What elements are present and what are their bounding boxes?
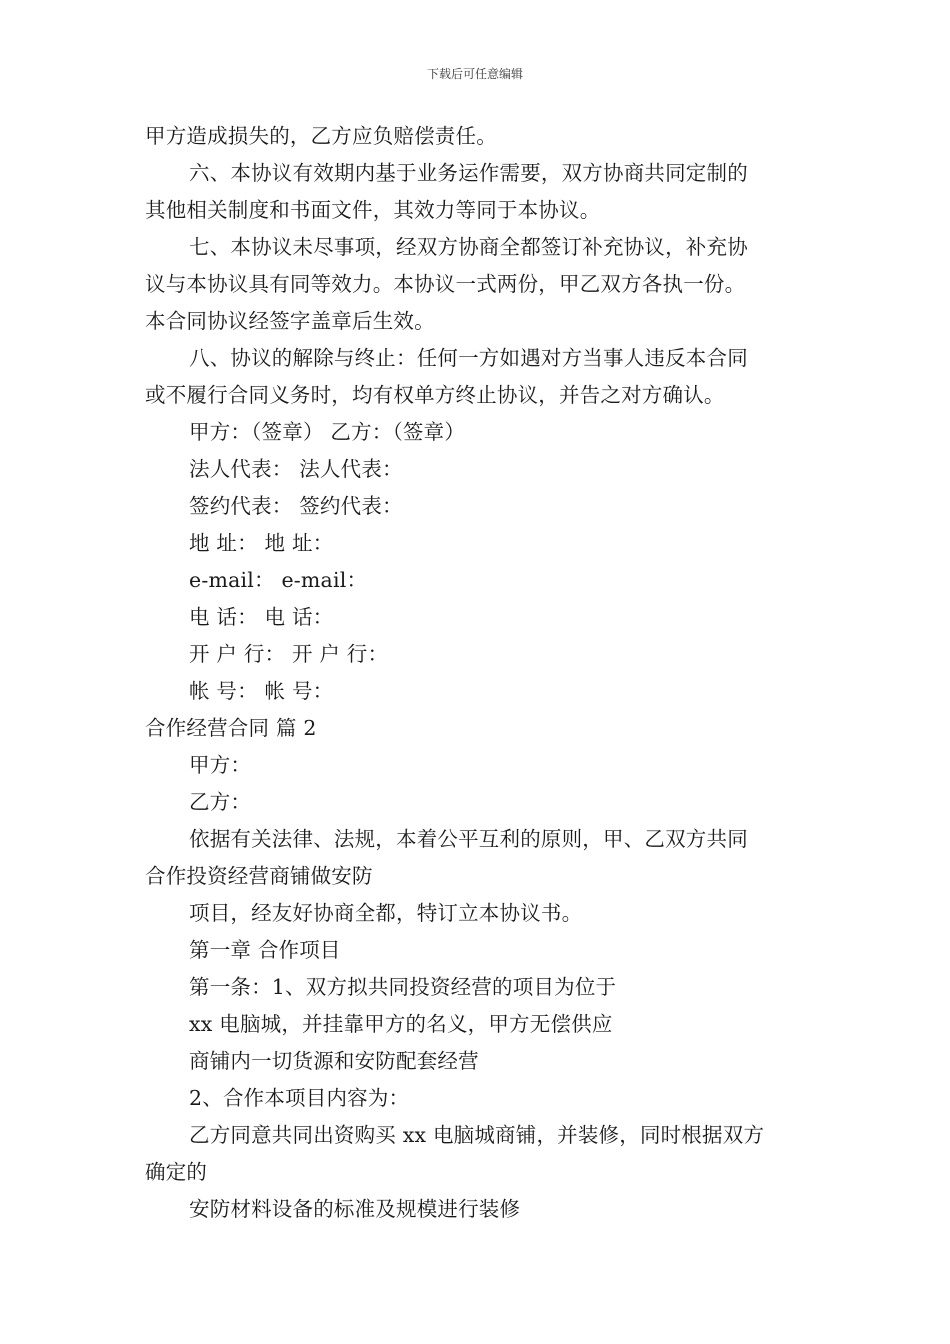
document-line: 地 址： 地 址： xyxy=(189,531,334,555)
document-line: 甲方： xyxy=(189,753,252,777)
document-line: 乙方同意共同出资购买 xx 电脑城商铺，并装修，同时根据双方 xyxy=(189,1123,765,1147)
document-line: 第一章 合作项目 xyxy=(189,938,341,962)
document-line: e-mail： e-mail： xyxy=(189,568,368,592)
document-line: 或不履行合同义务时，均有权单方终止协议，并告之对方确认。 xyxy=(145,383,725,407)
document-line: 甲方造成损失的，乙方应负赔偿责任。 xyxy=(145,124,497,148)
document-line: 2、合作本项目内容为： xyxy=(189,1086,410,1110)
document-line: xx 电脑城，并挂靠甲方的名义，甲方无偿供应 xyxy=(189,1012,613,1036)
document-body xyxy=(145,118,810,1228)
document-line: 安防材料设备的标准及规模进行装修 xyxy=(189,1197,521,1221)
document-line: 依据有关法律、法规，本着公平互利的原则，甲、乙双方共同 xyxy=(189,827,748,851)
document-line: 八、协议的解除与终止：任何一方如遇对方当事人违反本合同 xyxy=(189,346,748,370)
document-line: 法人代表： 法人代表： xyxy=(189,457,403,481)
document-line: 帐 号： 帐 号： xyxy=(189,679,334,703)
document-line: 开 户 行： 开 户 行： xyxy=(189,642,389,666)
document-line: 六、本协议有效期内基于业务运作需要，双方协商共同定制的 xyxy=(189,161,748,185)
page-header-note: 下载后可任意编辑 xyxy=(426,67,523,81)
document-line: 议与本协议具有同等效力。本协议一式两份，甲乙双方各执一份。 xyxy=(145,272,746,296)
document-line: 签约代表： 签约代表： xyxy=(189,494,403,518)
document-line: 七、本协议未尽事项，经双方协商全都签订补充协议，补充协 xyxy=(189,235,748,259)
document-line: 甲方：（签章） 乙方：（签章） xyxy=(189,420,466,444)
document-line: 电 话： 电 话： xyxy=(189,605,334,629)
document-line: 乙方： xyxy=(189,790,252,814)
document-line: 第一条：1、双方拟共同投资经营的项目为位于 xyxy=(189,975,617,999)
document-line: 合作经营合同 篇 2 xyxy=(145,716,317,740)
document-line: 确定的 xyxy=(145,1160,208,1184)
document-line: 其他相关制度和书面文件，其效力等同于本协议。 xyxy=(145,198,601,222)
document-line: 合作投资经营商铺做安防 xyxy=(145,864,373,888)
document-line: 本合同协议经签字盖章后生效。 xyxy=(145,309,435,333)
document-line: 商铺内一切货源和安防配套经营 xyxy=(189,1049,479,1073)
document-line: 项目，经友好协商全都，特订立本协议书。 xyxy=(189,901,583,925)
